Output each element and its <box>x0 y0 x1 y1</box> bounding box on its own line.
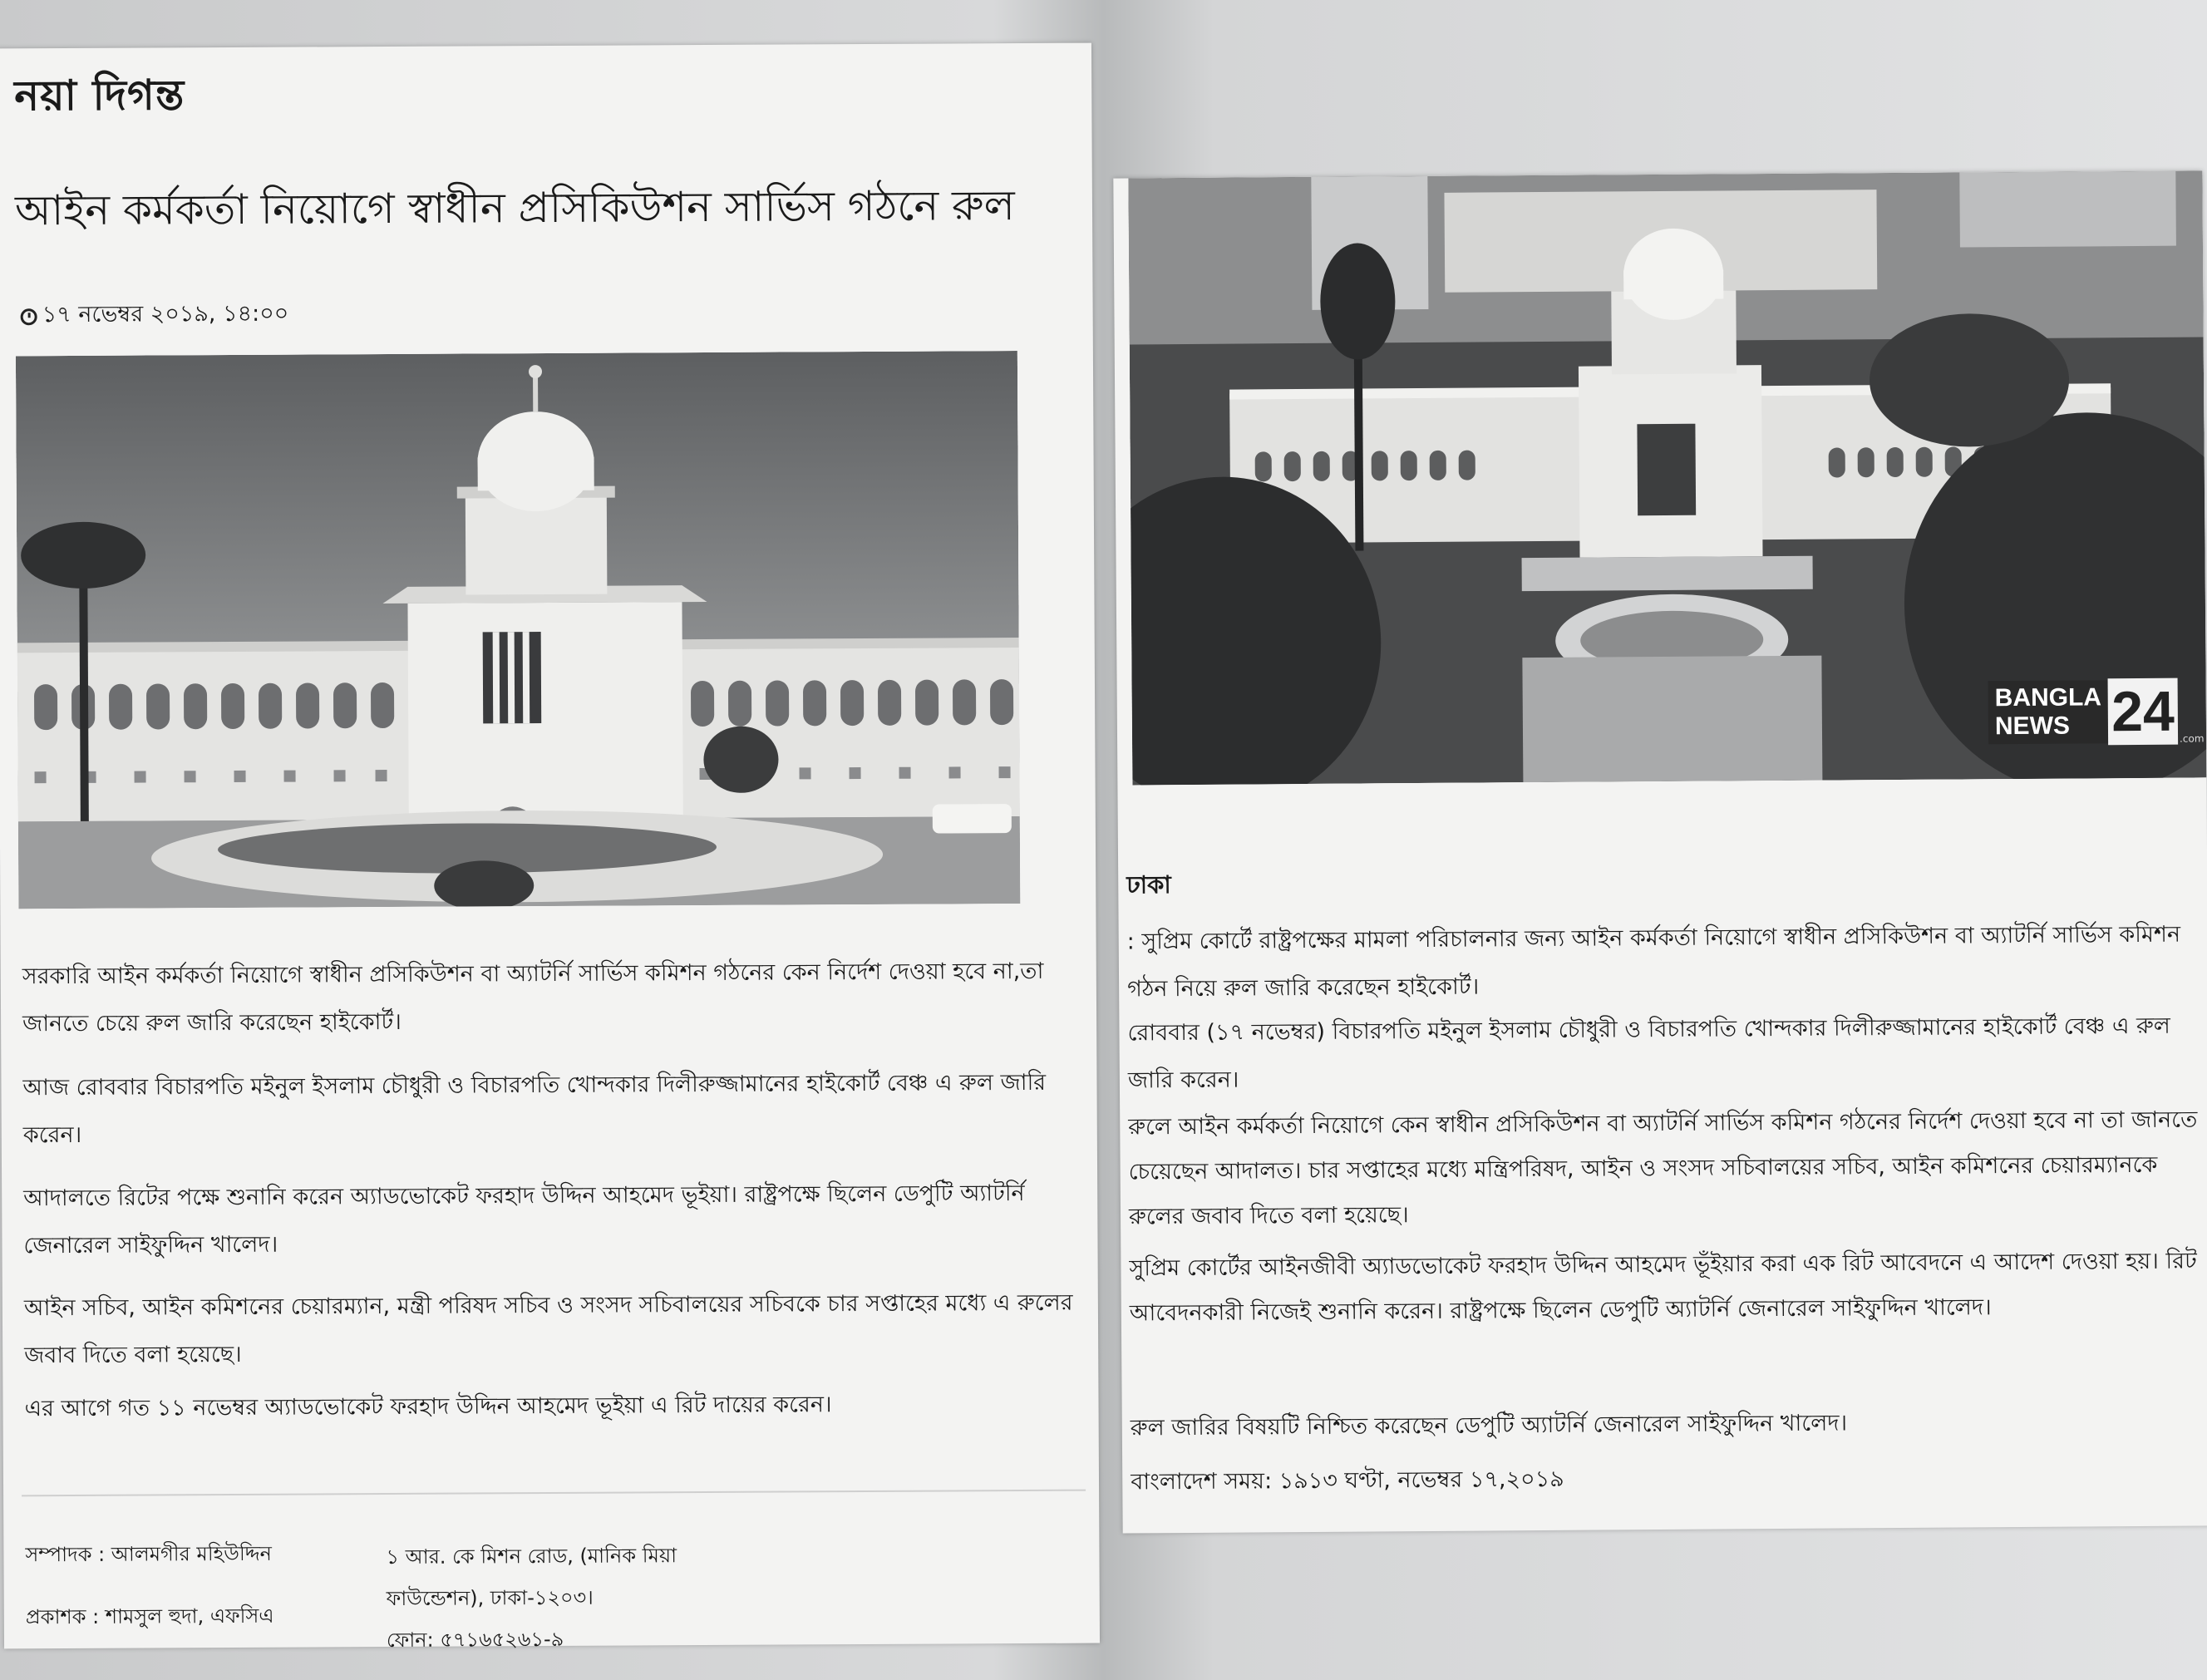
article-paragraph: এর আগে গত ১১ নভেম্বর অ্যাডভোকেট ফরহাদ উদ্দিন আহমেদ ভূইয়া এ রিট দায়ের করেন। <box>24 1392 832 1422</box>
footer-editor: সম্পাদক : আলমগীর মহিউদ্দিন <box>25 1541 272 1567</box>
printout-banglanews24 <box>1113 170 2207 1533</box>
article-headline: আইন কর্মকর্তা নিয়োগে স্বাধীন প্রসিকিউশন সার্ভিস গঠনে রুল <box>14 181 1015 235</box>
footer-publisher: প্রকাশক : শামসুল হুদা, এফসিএ <box>25 1604 274 1629</box>
supreme-court-aerial-photo <box>1128 170 2206 785</box>
article-paragraph: আইন সচিব, আইন কমিশনের চেয়ারম্যান, মন্ত্রী পরিষদ সচিব ও সংসদ সচিবালয়ের সচিবকে চার সপ্তাহের মধ্যে এ রুলের জবাব দিতে বলা হয়েছে। <box>23 1289 1073 1369</box>
footer-address-line2: ফাউন্ডেশন), ঢাকা-১২০৩। <box>386 1585 594 1611</box>
article-timestamp: বাংলাদেশ সময়: ১৯১৩ ঘণ্টা, নভেম্বর ১৭,২০১৯ <box>1131 1466 1564 1495</box>
article-paragraph: রুল জারির বিষয়টি নিশ্চিত করেছেন ডেপুটি অ্যাটর্নি জেনারেল সাইফুদ্দিন খালেদ। <box>1130 1410 1848 1441</box>
article-paragraph: সুপ্রিম কোর্টের আইনজীবী অ্যাডভোকেট ফরহাদ উদ্দিন আহমেদ ভূঁইয়ার করা এক রিট আবেদনে এ আদেশ দেওয়া হয়। রিট আবেদনকারী নিজেই শুনানি করেন। রাষ্ট্রপক্ষে ছিলেন ডেপুটি অ্যাটর্নি জেনারেল সাইফুদ্দিন খালেদ। <box>1129 1248 2197 1327</box>
article-date: ১৭ নভেম্বর ২০১৯, ১৪:০০ <box>42 300 289 328</box>
footer-phone: ফোন: ৫৭১৬৫২৬১-৯ <box>386 1627 564 1653</box>
article-paragraph: আজ রোববার বিচারপতি মইনুল ইসলাম চৌধুরী ও বিচারপতি খোন্দকার দিলীরুজ্জামানের হাইকোর্ট বেঞ্চ এ রুল জারি করেন। <box>22 1069 1047 1149</box>
article-dateline <box>21 297 289 336</box>
printout-naya-diganta <box>0 43 1100 1653</box>
article-paragraph: রুলে আইন কর্মকর্তা নিয়োগে কেন স্বাধীন প্রসিকিউশন বা অ্যাটর্নি সার্ভিস কমিশন গঠনের নির্দেশ দেওয়া হবে না তা জানতে চেয়েছেন আদালত। চার সপ্তাহের মধ্যে মন্ত্রিপরিষদ, আইন ও সংসদ সচিবালয়ের সচিব, আইন কমিশনের চেয়ারম্যানকে রুলের জবাব দিতে বলা হয়েছে। <box>1128 1106 2198 1230</box>
article-paragraph: আদালতে রিটের পক্ষে শুনানি করেন অ্যাডভোকেট ফরহাদ উদ্দিন আহমেদ ভূইয়া। রাষ্ট্রপক্ষে ছিলেন ডেপুটি অ্যাটর্নি জেনারেল সাইফুদ্দিন খালেদ। <box>23 1180 1025 1259</box>
clock-icon <box>21 308 37 325</box>
newspaper-logo: নয়া দিগন্ত <box>14 71 185 121</box>
footer-divider <box>22 1490 1086 1497</box>
high-court-photo <box>16 351 1020 909</box>
article-paragraph: : সুপ্রিম কোর্টে রাষ্ট্রপক্ষের মামলা পরিচালনার জন্য আইন কর্মকর্তা নিয়োগে স্বাধীন প্রসিকিউশন বা অ্যাটর্নি সার্ভিস কমিশন গঠন নিয়ে রুল জারি করেছেন হাইকোর্ট। <box>1126 921 2181 1003</box>
banglanews24-watermark: BANGLA NEWS 24 .com <box>1988 677 2205 746</box>
article-paragraph: সরকারি আইন কর্মকর্তা নিয়োগে স্বাধীন প্রসিকিউশন বা অ্যাটর্নি সার্ভিস কমিশন গঠনের কেন নির্দেশ দেওয়া হবে না,তা জানতে চেয়ে রুল জারি করেছেন হাইকোর্ট। <box>22 958 1044 1037</box>
article-dateline-place: ঢাকা <box>1126 870 1171 899</box>
article-paragraph: রোববার (১৭ নভেম্বর) বিচারপতি মইনুল ইসলাম চৌধুরী ও বিচারপতি খোন্দকার দিলীরুজ্জামানের হাইকোর্ট বেঞ্চ এ রুল জারি করেন। <box>1127 1012 2170 1094</box>
footer-address-line1: ১ আর. কে মিশন রোড, (মানিক মিয়া <box>386 1544 677 1569</box>
